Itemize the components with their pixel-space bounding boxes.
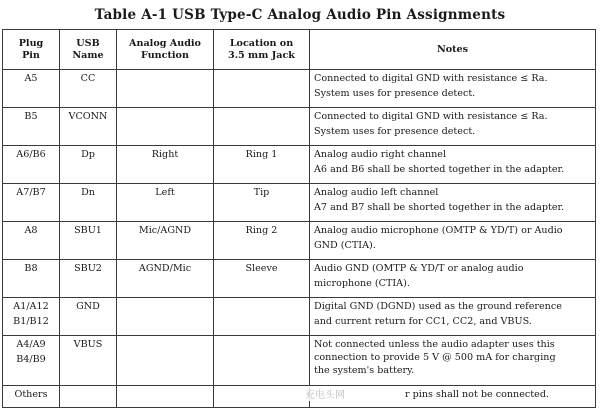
cell-usb — [60, 336, 117, 386]
header-text: USB — [76, 37, 100, 49]
cell-loc — [214, 222, 310, 260]
cell-usb — [60, 146, 117, 184]
cell-func — [117, 336, 214, 386]
cell-notes — [310, 336, 596, 386]
header-text: Notes — [436, 43, 469, 55]
note-line: System uses for presence detect. — [314, 125, 476, 137]
cell-notes — [310, 146, 596, 184]
cell-pin — [3, 70, 60, 108]
cell-text: A8 — [24, 225, 38, 236]
cell-text: A4/A9 — [16, 339, 46, 350]
cell-loc — [214, 70, 310, 108]
cell-usb — [60, 70, 117, 108]
header-text: Location on — [229, 37, 294, 49]
cell-loc — [214, 298, 310, 336]
note-line: microphone (CTIA). — [314, 277, 410, 289]
note-line: connection to provide 5 V @ 500 mA for charging — [314, 352, 556, 363]
note-line: Digital GND (DGND) used as the ground reference — [314, 301, 562, 312]
cell-notes — [310, 298, 596, 336]
cell-notes — [310, 108, 596, 146]
cell-loc — [214, 184, 310, 222]
table-title: Table A-1 USB Type-C Analog Audio Pin Assignments — [94, 7, 506, 23]
watermark-logo: 充电头网 — [302, 386, 348, 401]
cell-func — [117, 386, 214, 408]
cell-loc — [214, 146, 310, 184]
note-line: A6 and B6 shall be shorted together in the adapter. — [314, 163, 565, 175]
cell-notes — [310, 222, 596, 260]
cell-loc — [214, 260, 310, 298]
table-row — [3, 146, 596, 184]
table-row — [3, 222, 596, 260]
cell-text: Dp — [81, 149, 95, 160]
cell-pin — [3, 298, 60, 336]
note-line: Analog audio microphone (OMTP & YD/T) or Audio — [314, 225, 563, 236]
cell-text: GND — [76, 301, 100, 312]
note-line: System uses for presence detect. — [314, 87, 476, 99]
pin-assignment-table — [2, 29, 596, 408]
header-usb-name — [60, 30, 117, 70]
note-line: Analog audio right channel — [314, 149, 447, 160]
note-line: and current return for CC1, CC2, and VBUS. — [314, 315, 532, 327]
note-line: Audio GND (OMTP & YD/T or analog audio — [314, 263, 524, 274]
header-plug-pin — [3, 30, 60, 70]
cell-loc — [214, 386, 310, 408]
table-row — [3, 260, 596, 298]
header-text: Function — [141, 49, 189, 61]
cell-text: B1/B12 — [13, 315, 49, 327]
header-text: 3.5 mm Jack — [228, 49, 295, 61]
cell-loc — [214, 108, 310, 146]
cell-pin — [3, 108, 60, 146]
cell-usb — [60, 108, 117, 146]
cell-text: A1/A12 — [13, 301, 49, 312]
cell-usb — [60, 222, 117, 260]
cell-text: VCONN — [68, 111, 108, 122]
cell-text: B8 — [24, 263, 38, 274]
cell-func — [117, 70, 214, 108]
cell-pin — [3, 386, 60, 408]
note-line: GND (CTIA). — [314, 239, 376, 251]
cell-text: Left — [155, 187, 175, 198]
header-text: Plug — [18, 37, 44, 49]
table-row — [3, 184, 596, 222]
header-text: Pin — [22, 49, 40, 61]
cell-text: A7/B7 — [16, 187, 46, 198]
cell-text: A5 — [24, 73, 38, 84]
cell-notes — [310, 184, 596, 222]
cell-text: CC — [80, 73, 96, 84]
cell-text: AGND/Mic — [138, 263, 192, 274]
cell-text: Tip — [253, 187, 270, 198]
table-row — [3, 70, 596, 108]
table-row — [3, 336, 596, 386]
cell-text: SBU2 — [74, 263, 102, 274]
note-line: the system's battery. — [314, 365, 415, 376]
cell-usb — [60, 298, 117, 336]
cell-func — [117, 298, 214, 336]
header-notes — [310, 30, 596, 70]
header-row — [3, 30, 596, 70]
cell-pin — [3, 146, 60, 184]
cell-text: Sleeve — [245, 263, 278, 274]
cell-pin — [3, 184, 60, 222]
note-line: A7 and B7 shall be shorted together in the adapter. — [314, 201, 565, 213]
header-analog-function — [117, 30, 214, 70]
table-row — [3, 386, 596, 408]
cell-usb — [60, 184, 117, 222]
cell-text: Others — [14, 389, 48, 400]
note-line: Connected to digital GND with resistance ≤ Ra. — [314, 73, 548, 84]
cell-pin — [3, 222, 60, 260]
cell-text: B4/B9 — [16, 353, 46, 365]
note-line: Not connected unless the audio adapter uses this — [314, 339, 555, 350]
cell-func — [117, 108, 214, 146]
table-row — [3, 298, 596, 336]
cell-text: A6/B6 — [16, 149, 46, 160]
cell-text: VBUS — [73, 339, 103, 350]
note-line: Connected to digital GND with resistance ≤ Ra. — [314, 111, 548, 122]
header-text: Name — [72, 49, 104, 61]
cell-usb — [60, 386, 117, 408]
cell-func — [117, 146, 214, 184]
cell-usb — [60, 260, 117, 298]
cell-text: Ring 2 — [245, 225, 278, 236]
cell-pin — [3, 260, 60, 298]
cell-func — [117, 184, 214, 222]
cell-notes — [310, 70, 596, 108]
cell-func — [117, 222, 214, 260]
header-location — [214, 30, 310, 70]
cell-text: B5 — [24, 111, 38, 122]
cell-text: Right — [151, 149, 179, 160]
cell-notes — [310, 386, 596, 408]
cell-text: Mic/AGND — [138, 225, 192, 236]
note-line: Analog audio left channel — [314, 187, 439, 198]
header-text: Analog Audio — [129, 37, 201, 49]
cell-notes — [310, 260, 596, 298]
cell-text: SBU1 — [74, 225, 102, 236]
cell-func — [117, 260, 214, 298]
cell-loc — [214, 336, 310, 386]
cell-text: Ring 1 — [245, 149, 278, 160]
note-line: r pins shall not be connected. — [405, 389, 550, 400]
table-row — [3, 108, 596, 146]
cell-pin — [3, 336, 60, 386]
cell-text: Dn — [81, 187, 95, 198]
